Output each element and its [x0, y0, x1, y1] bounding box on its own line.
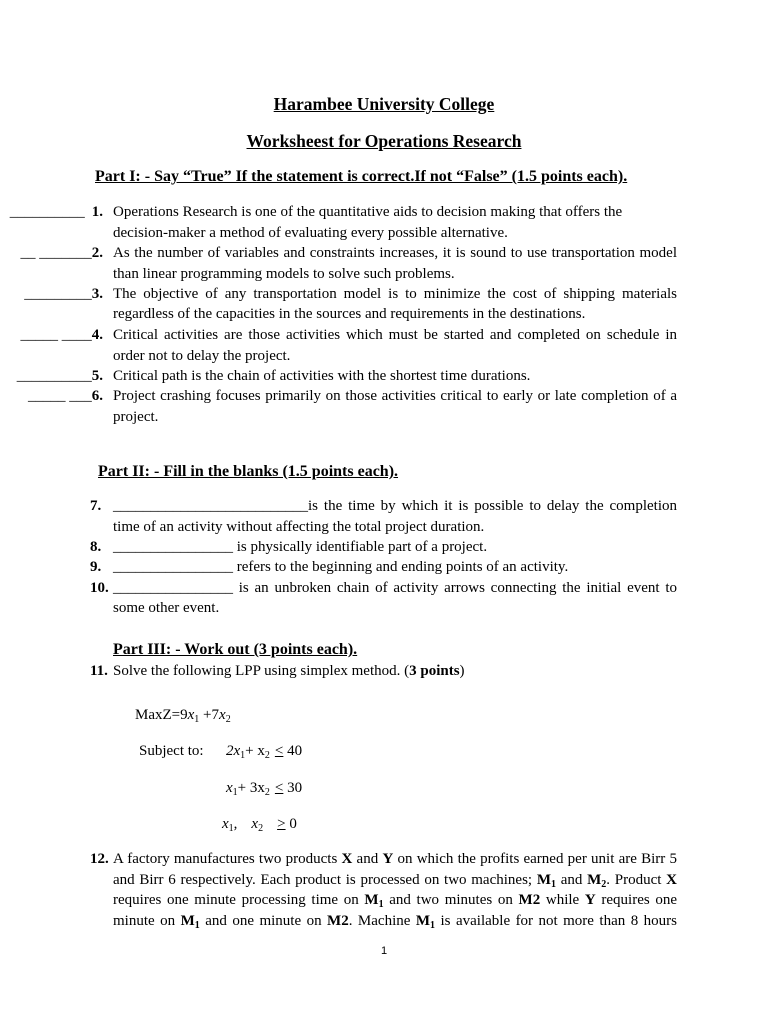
item-number: 6. — [91, 388, 103, 404]
product-name: Y — [382, 851, 394, 867]
answer-blank: ________________ — [113, 559, 233, 575]
text-segment: on which the profits earned per unit are Birr 5 — [393, 851, 677, 867]
text-segment: requires one minute processing time on — [113, 892, 365, 908]
constraint-value: 30 — [283, 780, 303, 796]
subscript: 1 — [194, 714, 200, 725]
part1-heading: Part I: - Say “True” If the statement is correct.If not “False” (1.5 points each). — [95, 168, 628, 185]
worksheet-title: Worksheest for Operations Research — [246, 131, 522, 151]
less-equal-sign: < — [274, 780, 284, 796]
non-negativity-constraint — [222, 814, 297, 834]
machine-name: M — [415, 913, 431, 929]
item-text-line — [113, 496, 677, 516]
constraint-value: 0 — [285, 816, 297, 832]
subscript: 1 — [228, 823, 234, 834]
text-segment: . Product — [606, 872, 667, 888]
product-name: Y — [584, 892, 596, 908]
subject-to-label: Subject to: — [139, 743, 204, 759]
item-text-line: Project crashing focuses primarily on those activities critical to early or late completion of a — [113, 388, 677, 404]
item-number: 12. — [90, 851, 109, 867]
question-text-line — [113, 890, 677, 910]
variable: x — [251, 816, 259, 832]
item-text-line — [113, 557, 677, 577]
machine-name: M2 — [518, 892, 541, 908]
subscript: 1 — [550, 879, 556, 890]
item-text-line: The objective of any transportation model is to minimize the cost of shipping materials — [113, 286, 677, 302]
page-number: 1 — [380, 945, 388, 957]
product-name: X — [341, 851, 353, 867]
answer-blank: __________ — [16, 368, 92, 384]
constraint-value: 40 — [283, 743, 303, 759]
item-text-line: order not to delay the project. — [113, 348, 291, 364]
item-text-line: regardless of the capacities in the sources and requirements in the destinations. — [113, 306, 586, 322]
text-segment: and — [555, 872, 588, 888]
answer-blank: _________ — [24, 286, 92, 302]
answer-label — [0, 366, 103, 386]
item-number: 2. — [91, 245, 103, 261]
item-number: 9. — [90, 559, 102, 575]
item-text: is physically identifiable part of a project. — [233, 539, 488, 555]
machine-name: M — [587, 872, 602, 888]
variable: 2x — [226, 743, 241, 759]
variable: x — [219, 707, 226, 723]
item-number: 3. — [91, 286, 103, 302]
subscript: 2 — [225, 714, 231, 725]
item-number: 8. — [90, 539, 102, 555]
variable: x — [187, 707, 195, 723]
variable: x — [226, 780, 233, 796]
subscript: 2 — [258, 823, 264, 834]
item-number: 11. — [90, 663, 108, 679]
question-text-line — [113, 870, 677, 890]
item-text-line — [113, 578, 677, 598]
machine-name: M — [364, 892, 379, 908]
item-number: 5. — [91, 368, 103, 384]
answer-label — [0, 325, 103, 345]
machine-name: M2 — [327, 913, 349, 929]
text-segment: . Machine — [348, 913, 416, 929]
text-segment: requires one — [595, 892, 678, 908]
item-text-line: Operations Research is one of the quantitative aids to decision making that offers the — [113, 204, 623, 220]
subscript: 2 — [601, 879, 607, 890]
subscript: 1 — [430, 920, 436, 931]
less-equal-sign: < — [274, 743, 284, 759]
answer-label — [0, 202, 103, 222]
subscript: 1 — [232, 787, 238, 798]
subscript: 1 — [378, 899, 384, 910]
item-text: refers to the beginning and ending points of an activity. — [233, 559, 569, 575]
question-text-line — [113, 849, 677, 869]
item-number: 7. — [90, 498, 102, 514]
answer-blank: __________ — [9, 204, 85, 220]
objective-text: +7 — [199, 707, 220, 723]
answer-label — [0, 386, 103, 406]
item-number: 1. — [91, 204, 103, 220]
answer-blank: _____ ____ — [20, 327, 92, 343]
text-segment: and — [352, 851, 383, 867]
variable: x — [222, 816, 229, 832]
objective-text: MaxZ=9 — [135, 707, 188, 723]
item-text-line: time of an activity without affecting the total project duration. — [113, 519, 485, 535]
item-number: 4. — [91, 327, 103, 343]
question-text-line — [113, 911, 677, 931]
constraint-2 — [226, 778, 302, 798]
item-text: is an unbroken chain of activity arrows connecting the initial event to — [233, 580, 677, 596]
question-prompt: Solve the following LPP using simplex method. ( — [113, 663, 410, 679]
machine-name: M — [536, 872, 551, 888]
item-text-line: As the number of variables and constraints increases, it is sound to use transportation model — [113, 245, 677, 261]
text-segment: minute on — [113, 913, 181, 929]
item-text-line: decision-maker a method of evaluating every possible alternative. — [113, 225, 508, 241]
item-text-line: than linear programming models to solve such problems. — [113, 266, 455, 282]
item-text: is the time by which it is possible to delay the completion — [308, 498, 677, 514]
constraint-text: + 3x — [237, 780, 265, 796]
points-label: 3 points — [409, 663, 460, 679]
answer-blank: ________________ — [113, 580, 233, 596]
part3-heading: Part III: - Work out (3 points each). — [113, 641, 358, 658]
machine-name: M — [180, 913, 195, 929]
text-segment: and two minutes on — [383, 892, 519, 908]
item-text-line: project. — [113, 409, 159, 425]
answer-label — [0, 284, 103, 304]
question-text-line — [113, 661, 677, 681]
answer-label — [0, 243, 103, 263]
answer-blank: __________________________ — [113, 498, 308, 514]
text-segment: A factory manufactures two products — [113, 851, 342, 867]
item-text-line: Critical path is the chain of activities with the shortest time durations. — [113, 368, 531, 384]
comma: , — [233, 816, 238, 832]
text-segment: is available for not more than 8 hours — [435, 913, 677, 929]
item-number: 10. — [90, 580, 109, 596]
item-text-line: some other event. — [113, 600, 220, 616]
prompt-close: ) — [459, 663, 465, 679]
answer-blank: _____ ___ — [28, 388, 92, 404]
text-segment: while — [540, 892, 585, 908]
constraint-1 — [226, 741, 302, 761]
subscript: 1 — [194, 920, 200, 931]
text-segment: and one minute on — [199, 913, 328, 929]
subscript: 2 — [264, 750, 270, 761]
subscript: 1 — [240, 750, 246, 761]
objective-function — [135, 705, 231, 725]
product-name: X — [666, 872, 677, 888]
constraint-text: + x — [245, 743, 265, 759]
item-text-line — [113, 537, 677, 557]
subscript: 2 — [264, 787, 270, 798]
answer-blank: ________________ — [113, 539, 233, 555]
item-text-line: Critical activities are those activities which must be started and completed on schedule in — [113, 327, 677, 343]
part2-heading: Part II: - Fill in the blanks (1.5 points each). — [98, 463, 399, 480]
greater-equal-sign: > — [277, 816, 286, 832]
text-segment: and Birr 6 respectively. Each product is processed on two machines; — [113, 872, 537, 888]
answer-blank: __ _______ — [20, 245, 92, 261]
institution-title: Harambee University College — [273, 94, 495, 114]
